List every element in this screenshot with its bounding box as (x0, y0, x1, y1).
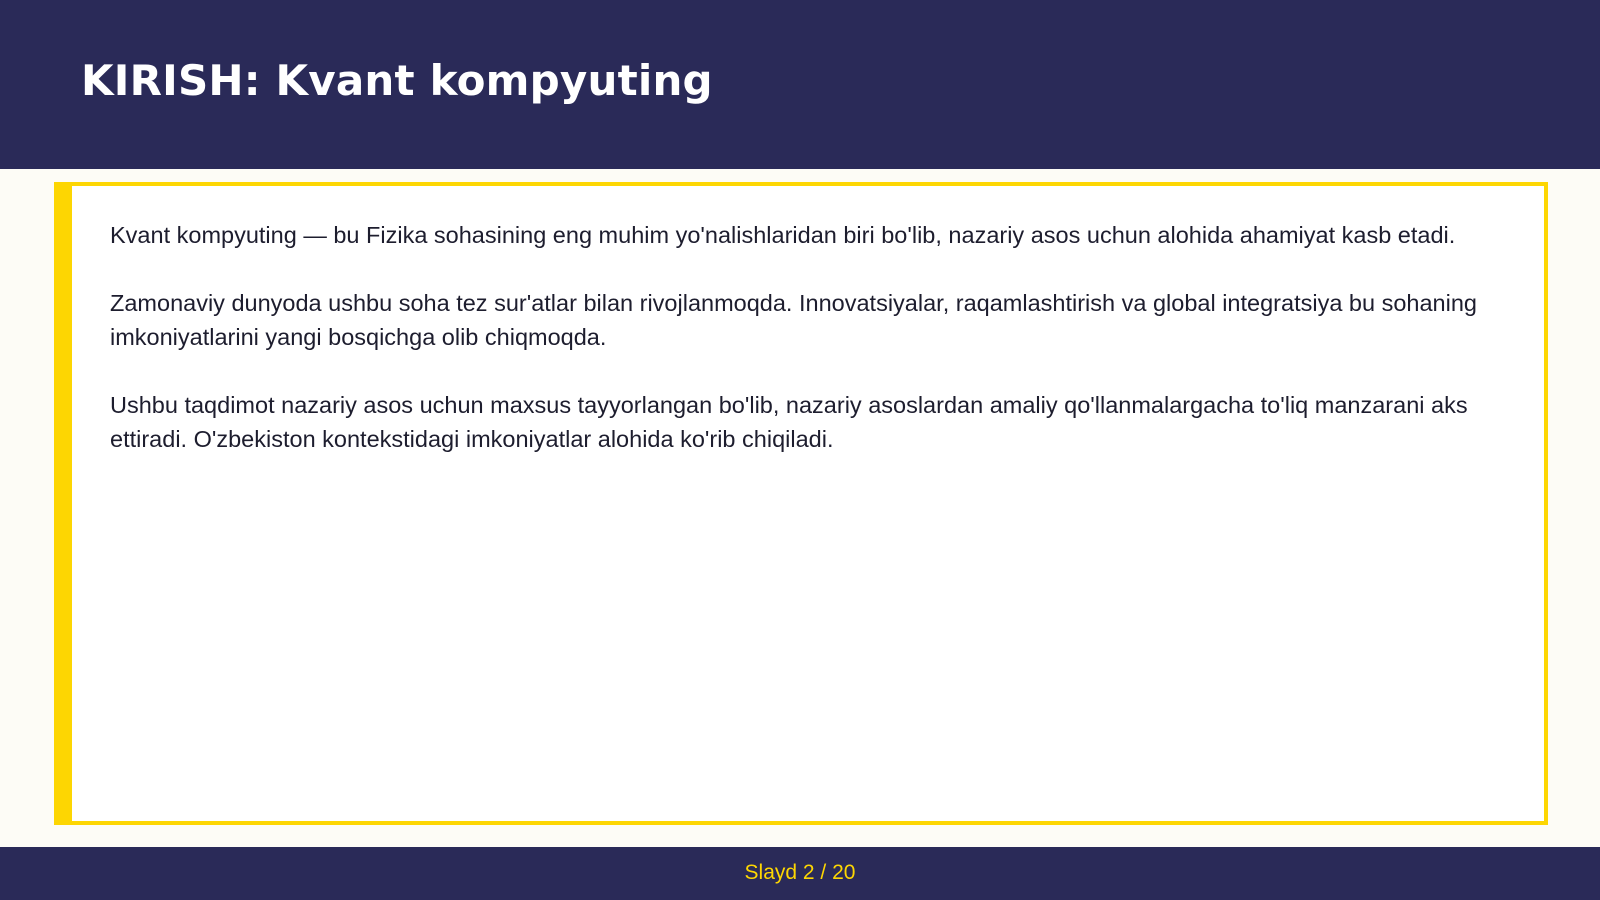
paragraph-1: Kvant kompyuting — bu Fizika sohasining eng muhim yo'nalishlaridan biri bo'lib, nazariy asos uchun alohida ahamiyat kasb etadi. (110, 222, 1456, 248)
slide-footer (0, 847, 1600, 900)
paragraph-3: Ushbu taqdimot nazariy asos uchun maxsus tayyorlangan bo'lib, nazariy asoslardan amaliy qo'llanmalargacha to'liq manzarani aks ettiradi. O'zbekiston kontekstidagi imkoniyatlar alohida ko'rib chiqiladi. (110, 392, 1468, 452)
slide-title: KIRISH: Kvant kompyuting (81, 55, 713, 105)
paragraph-2: Zamonaviy dunyoda ushbu soha tez sur'atlar bilan rivojlanmoqda. Innovatsiyalar, raqamlashtirish va global integratsiya bu sohaning imkoniyatlarini yangi bosqichga olib chiqmoqda. (110, 290, 1477, 350)
slide-header (0, 0, 1600, 169)
content-box (54, 182, 1548, 825)
slide-number: Slayd 2 / 20 (744, 861, 856, 884)
